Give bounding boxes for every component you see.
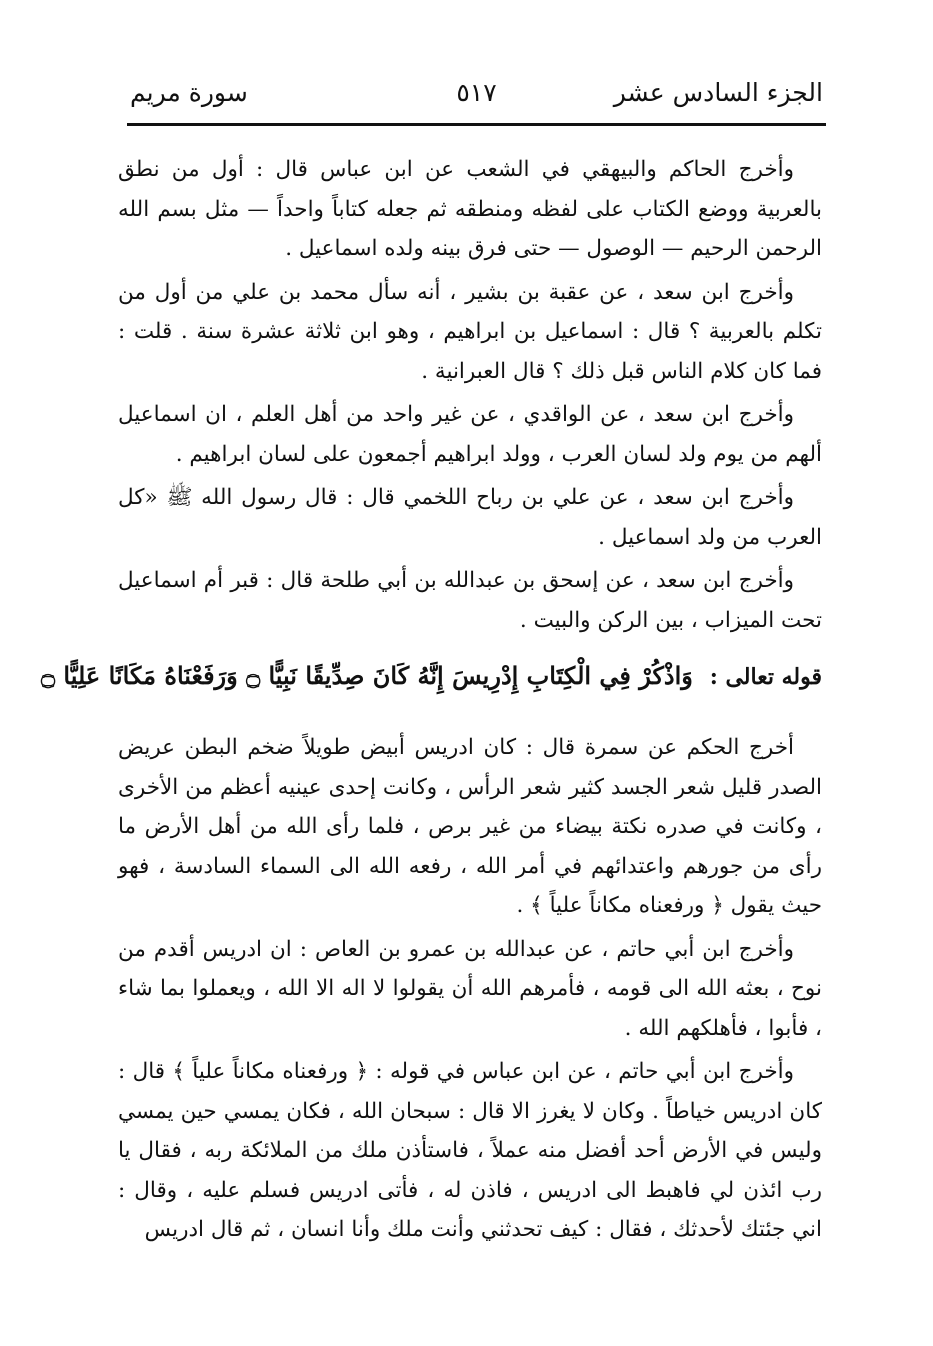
paragraph: وأخرج ابن أبي حاتم ، عن عبدالله بن عمرو بن العاص : ان ادريس أقدم من نوح ، بعثه الله الى قومه ، فأمرهم الله أن يقولوا لا اله الا الله ، ويعملوا بما شاء ، فأبوا ، فأهلكهم الله .: [118, 936, 822, 1041]
paragraph: وأخرج ابن سعد ، عن عقبة بن بشير ، أنه سأل محمد بن علي من أول من تكلم بالعربية ؟ قال : اسماعيل بن ابراهيم ، وهو ابن ثلاثة عشرة سنة . قلت : فما كان كلام الناس قبل ذلك ؟ قال العبرانية .: [118, 279, 822, 384]
paragraph: وأخرج ابن سعد ، عن علي بن رباح اللخمي قال : قال رسول الله ﷺ «كل العرب من ولد اسماعيل .: [118, 485, 822, 550]
surah-title: سورة مريم: [130, 78, 248, 107]
paragraph: أخرج الحكم عن سمرة قال : كان ادريس أبيض طويلاً ضخم البطن عريض الصدر قليل شعر الجسد كثير شعر الرأس ، وكانت إحدى عينيه أعظم من الأخرى ، وكانت في صدره نكتة بيضاء من غير برص ، فلما رأى الله من أهل الأرض ما رأى من جورهم واعتدائهم في أمر الله ، رفعه الله الى السماء السادسة ، فهو حيث يقول ﴿ ورفعناه مكاناً علياً ﴾ .: [118, 735, 822, 918]
paragraph: وأخرج ابن سعد ، عن الواقدي ، عن غير واحد من أهل العلم ، ان اسماعيل ألهم من يوم ولد لسان العرب ، وولد ابراهيم أجمعون على لسان ابراهيم .: [118, 402, 822, 467]
verse-intro: قوله تعالى :: [709, 664, 822, 690]
part-title: الجزء السادس عشر: [613, 78, 823, 107]
page-body: [41, 150, 822, 1254]
quran-verse: وَاذْكُرْ فِي الْكِتَابِ إِدْرِيسَ إِنَّهُ كَانَ صِدِّيقًا نَبِيًّا ۝ وَرَفَعْنَاهُ مَكَانًا عَلِيًّا ۝: [41, 661, 693, 690]
paragraph: وأخرج الحاكم والبيهقي في الشعب عن ابن عباس قال : أول من نطق بالعربية ووضع الكتاب على لفظه ومنطقه ثم جعله كتاباً واحداً — مثل بسم الله الرحمن الرحيم — الوصول — حتى فرق بينه ولده اسماعيل .: [118, 157, 822, 261]
paragraph: وأخرج ابن سعد ، عن إسحق بن عبدالله بن أبي طلحة قال : قبر أم اسماعيل تحت الميزاب ، بين الركن والبيت .: [118, 568, 822, 633]
paragraph: وأخرج ابن أبي حاتم ، عن ابن عباس في قوله : ﴿ ورفعناه مكاناً علياً ﴾ قال : كان ادريس خياطاً . وكان لا يغرز الا قال : سبحان الله ، فكان يمسي حين يمسي وليس في الأرض أحد أفضل منه عملاً ، فاستأذن ملك من الملائكة ربه ، فقال يا رب ائذن لي فاهبط الى ادريس ، فاذن له ، فأتى ادريس فسلم عليه ، وقال : اني جئتك لأحدثك ، فقال : كيف تحدثني وأنت ملك وأنا انسان ، ثم قال ادريس: [118, 1059, 822, 1242]
header-rule: [127, 123, 826, 126]
page-header: [130, 78, 823, 118]
verse-heading: [41, 654, 822, 700]
page-number: ٥١٧: [456, 78, 497, 107]
